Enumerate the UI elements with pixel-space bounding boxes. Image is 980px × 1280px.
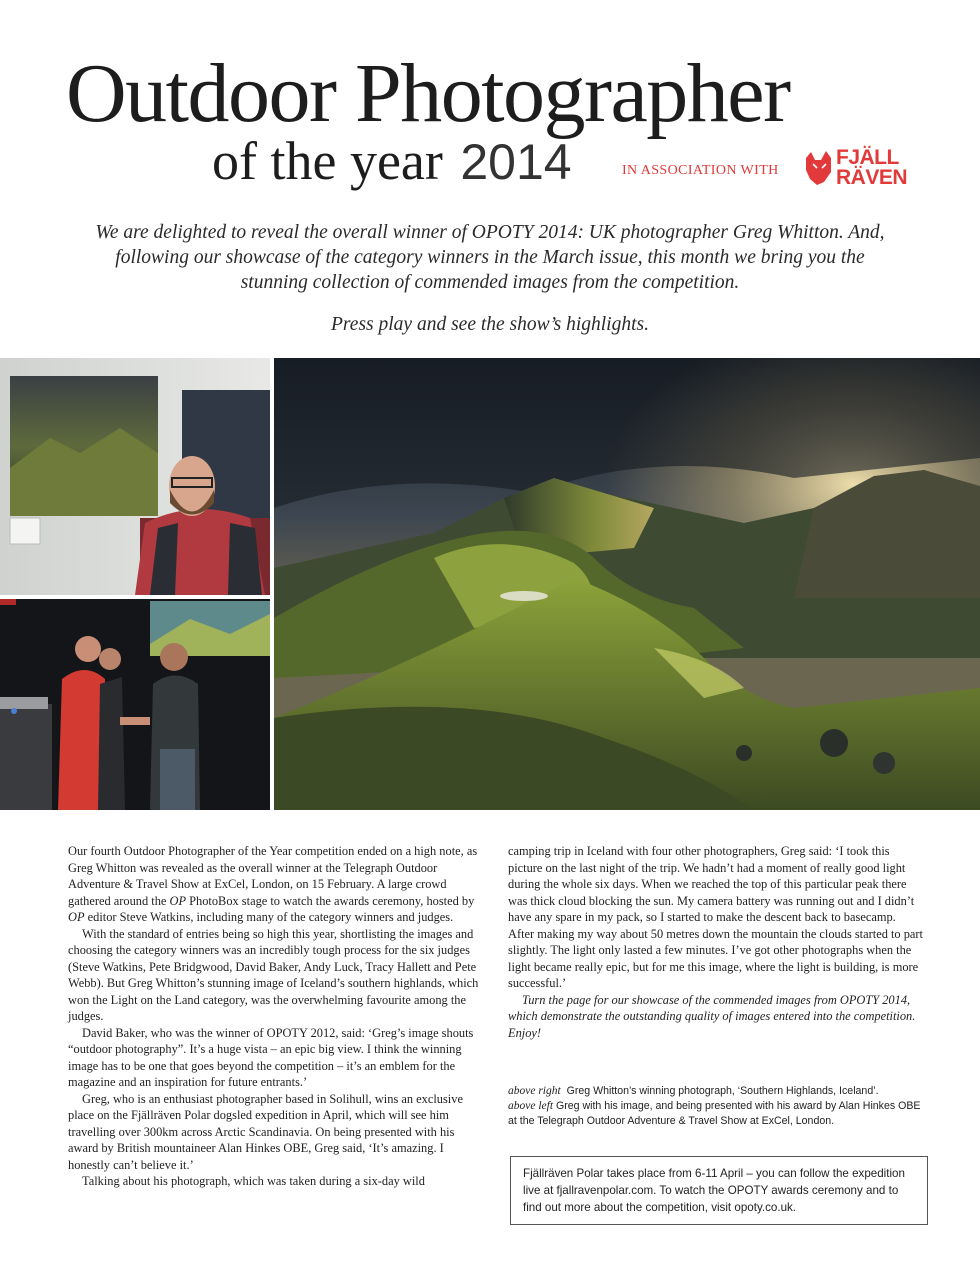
brand-line-1: FJÄLL — [836, 146, 899, 169]
fjallraven-logo — [836, 148, 928, 188]
p1-text-b: PhotoBox stage to watch the awards ceremony, hosted by — [186, 893, 475, 908]
body-paragraph-5-continued: camping trip in Iceland with four other photographers, Greg said: ‘I took this picture on the last night of the trip. We hadn’t had a moment of really good light during the whole six days. When we reached the top of this particular peak there was thick cloud blocking the sun. My camera battery was running out and I didn’t have any spare in my pack, so I started to make the descent back to basecamp. After making my way about 50 metres down the mountain the clouds started to part slightly. The light only lasted a few minutes. I’ve got other photographs when the light became really epic, but for me this image, where the light is building, is more successful.’ — [508, 844, 923, 990]
caption-above-left — [508, 1099, 928, 1129]
page-subtitle — [212, 132, 572, 190]
photo-award-presentation — [0, 599, 270, 810]
p1-text-a: Our fourth Outdoor Photographer of the Year competition ended on a high note, as Greg Whitton was revealed as the overall winner at the Telegraph Outdoor Adventure & Travel Show at ExCel, London, on 15 February. A large crowd gathered around the — [68, 844, 478, 908]
body-paragraph-5: Talking about his photograph, which was taken during a six-day wild — [82, 1174, 425, 1188]
photo-greg-with-image — [0, 358, 270, 595]
body-paragraph-6: Turn the page for our showcase of the commended images from OPOTY 2014, which demonstrate the outstanding quality of images entered into the competition. Enjoy! — [508, 992, 916, 1040]
caption-label-left: above left — [508, 1100, 554, 1112]
body-paragraph-3: David Baker, who was the winner of OPOTY 2012, said: ‘Greg’s image shouts “outdoor photography”. It’s a huge vista – an epic big view. I think the winning image has to be one that goes beyond the competition – it’s an emblem for the magazine and an inspiration for future entrants.’ — [68, 1025, 474, 1089]
op-abbrev-1: OP — [169, 893, 187, 908]
p1-text-c: editor Steve Watkins, including many of the category winners and judges. — [84, 910, 454, 924]
caption-above-right — [508, 1084, 928, 1099]
brand-line-2: RÄVEN — [836, 166, 908, 189]
photo-captions — [508, 1084, 928, 1129]
photo-winning-landscape — [274, 358, 980, 810]
op-abbrev-2: OP — [68, 910, 85, 924]
photo-award-presentation-svg — [0, 599, 270, 810]
caption-label-right: above right — [508, 1085, 561, 1097]
photo-winning-landscape-svg — [274, 358, 980, 810]
caption-text-left: Greg with his image, and being presented with his award by Alan Hinkes OBE at the Telegraph Outdoor Adventure & Travel Show at ExCel, London. — [508, 1100, 921, 1127]
press-play-line: Press play and see the show’s highlights. — [331, 314, 649, 335]
photo-greg-with-image-svg — [0, 358, 270, 595]
article-column-2 — [508, 843, 923, 1041]
article-column-1 — [68, 843, 486, 1190]
body-paragraph-4: Greg, who is an enthusiast photographer based in Solihull, wins an exclusive place on the Fjällräven Polar dogsled expedition in April, which will see him travelling over 300km across Arctic Scandinavia. On being presented with his award by British mountaineer Alan Hinkes OBE, Greg said, ‘It’s amazing. I honestly can’t believe it.’ — [68, 1091, 463, 1172]
body-paragraph-2: With the standard of entries being so high this year, shortlisting the images and choosing the category winners was an incredibly tough process for the six judges (Steve Watkins, Pete Bridgwood, David Baker, Andy Luck, Tracy Hallett and Pete Webb). But Greg Whitton’s stunning image of Iceland’s southern highlands, which won the Light on the Land category, was the overwhelming favourite among the judges. — [68, 926, 479, 1023]
fox-logo-icon — [804, 148, 834, 188]
info-box: Fjällräven Polar takes place from 6-11 April – you can follow the expedition live at fjallravenpolar.com. To watch the OPOTY awards ceremony and to find out more about the competition, visit opoty.co.uk. — [510, 1156, 928, 1225]
standfirst: We are delighted to reveal the overall winner of OPOTY 2014: UK photographer Greg Whitton. And, following our showcase of the category winners in the March issue, this month we bring you the stunning collection of commended images from the competition. — [95, 222, 885, 293]
body-paragraph-1 — [68, 843, 486, 926]
subtitle-text: of the year — [212, 131, 443, 191]
association-label: IN ASSOCIATION WITH — [622, 163, 779, 178]
page-title: Outdoor Photographer — [66, 47, 790, 140]
title-year: 2014 — [460, 134, 572, 190]
caption-text-right: Greg Whitton’s winning photograph, ‘Southern Highlands, Iceland’. — [566, 1085, 879, 1097]
